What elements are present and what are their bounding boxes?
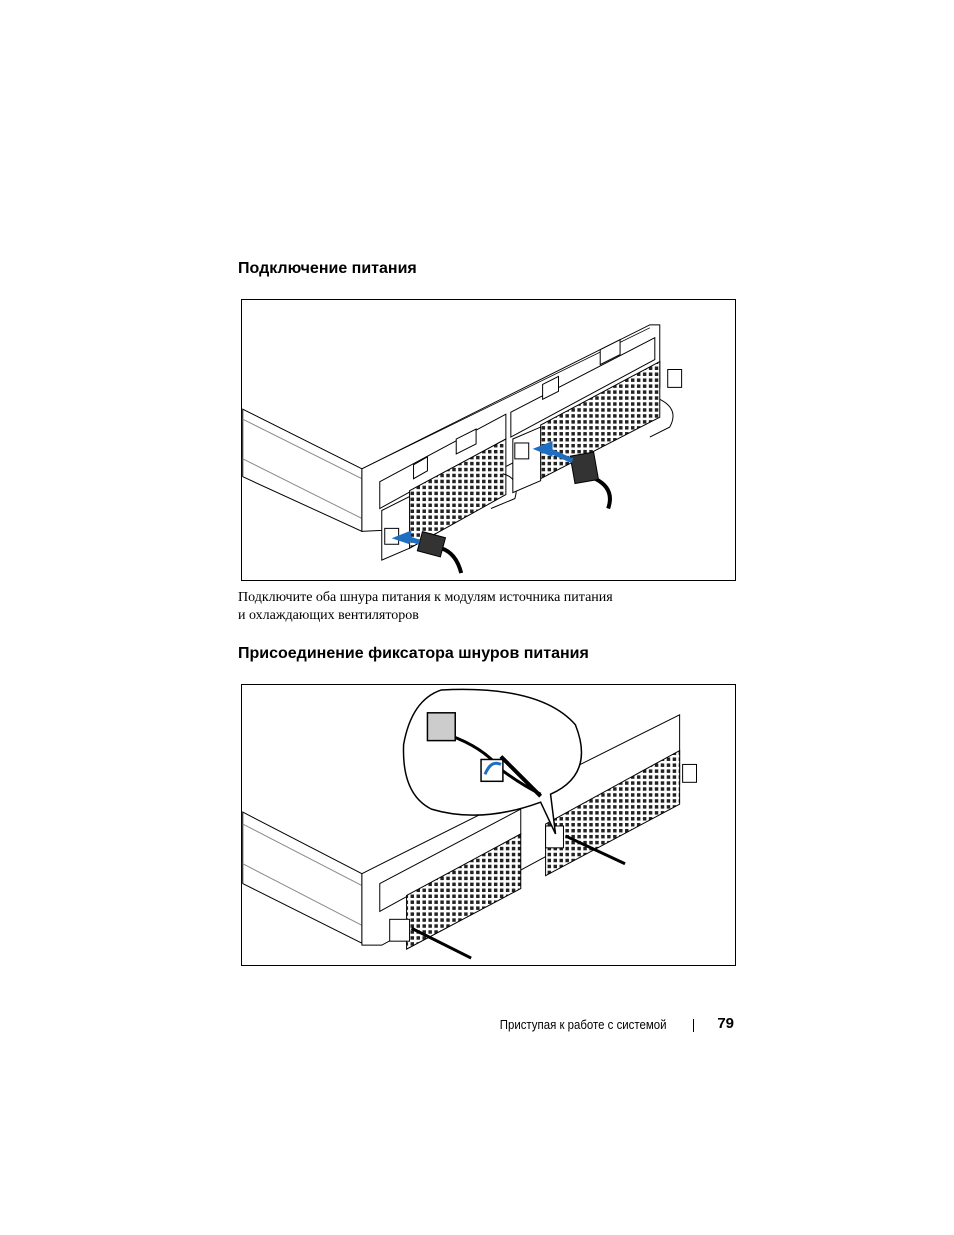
power-connection-illustration bbox=[241, 299, 736, 581]
page-footer bbox=[430, 1015, 736, 1035]
figure-caption bbox=[238, 589, 708, 625]
footer-divider bbox=[693, 1019, 694, 1032]
footer-title: Приступая к работе с системой bbox=[499, 1017, 666, 1032]
cord-retainer-illustration bbox=[241, 684, 736, 966]
section-heading-power-connection: Подключение питания bbox=[238, 260, 417, 277]
page-number: 79 bbox=[717, 1015, 734, 1032]
caption-line-1: Подключите оба шнура питания к модулям источника питания bbox=[238, 590, 613, 605]
caption-line-2: и охлаждающих вентиляторов bbox=[238, 608, 419, 623]
section-heading-cord-retainer: Присоединение фиксатора шнуров питания bbox=[238, 645, 589, 662]
